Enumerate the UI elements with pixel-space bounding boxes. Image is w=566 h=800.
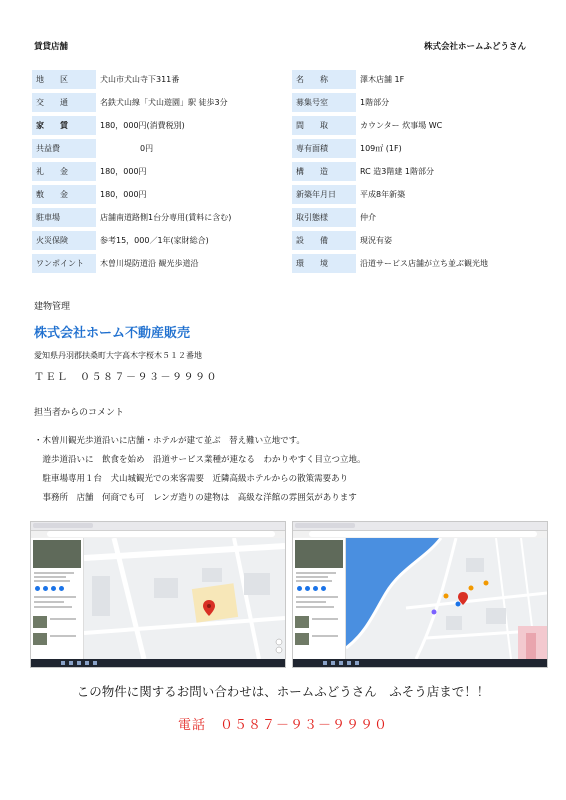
- document-category: 賃貸店舗: [34, 42, 69, 52]
- browser-address-bar: [47, 531, 275, 537]
- browser-address-bar: [309, 531, 537, 537]
- property-label: 駐車場: [32, 208, 96, 227]
- property-row: [292, 139, 534, 158]
- property-value: 109㎡ (1F): [356, 139, 534, 158]
- property-value: 現況有姿: [356, 231, 534, 250]
- property-label: 礼 金: [32, 162, 96, 181]
- property-row: [292, 93, 534, 112]
- place-photo: [295, 540, 343, 568]
- property-label: 募集号室: [292, 93, 356, 112]
- browser-tabbar: [31, 522, 285, 531]
- property-row: [32, 254, 274, 273]
- company-header: 株式会社ホームふどうさん: [423, 42, 526, 52]
- os-taskbar: [293, 659, 547, 667]
- property-value: カウンター 炊事場 WC: [356, 116, 534, 135]
- management-address: 愛知県丹羽郡扶桑町大字高木字桜木５１２番地: [34, 351, 202, 360]
- property-row: [292, 162, 534, 181]
- property-value: 名鉄犬山線「犬山遊園」駅 徒歩3分: [96, 93, 274, 112]
- property-row: [292, 231, 534, 250]
- property-label: 家 賃: [32, 116, 96, 135]
- property-label: ワンポイント: [32, 254, 96, 273]
- inquiry-text: この物件に関するお問い合わせは、ホームふどうさん ふそう店まで！！: [76, 684, 490, 699]
- property-label: 設 備: [292, 231, 356, 250]
- browser-tabbar: [293, 522, 547, 531]
- property-label: 火災保険: [32, 231, 96, 250]
- property-row: [32, 93, 274, 112]
- property-value: 180，000円: [96, 185, 274, 204]
- property-label: 敷 金: [32, 185, 96, 204]
- place-photo: [33, 540, 81, 568]
- management-company: 株式会社ホーム不動産販売: [34, 326, 191, 341]
- property-label: 取引態様: [292, 208, 356, 227]
- property-label: 地 区: [32, 70, 96, 89]
- management-heading: 建物管理: [34, 302, 71, 312]
- map-view-wide[interactable]: [346, 538, 547, 659]
- map-side-panel: [31, 538, 84, 659]
- property-row: [292, 116, 534, 135]
- property-value: 180，000円: [96, 162, 274, 181]
- property-row: [292, 254, 534, 273]
- property-row: [292, 208, 534, 227]
- property-label: 共益費: [32, 139, 96, 158]
- property-row: [292, 70, 534, 89]
- property-label: 新築年月日: [292, 185, 356, 204]
- property-row: [32, 162, 274, 181]
- map-screenshot-closeup: [30, 521, 286, 668]
- footer-phone: 電話 ０５８７－９３－９９９０: [177, 718, 388, 733]
- property-row: [32, 208, 274, 227]
- property-value: 店舗南道路側1台分専用(賃料に含む): [96, 208, 274, 227]
- property-label: 環 境: [292, 254, 356, 273]
- property-label: 構 造: [292, 162, 356, 181]
- map-graphic: [84, 538, 285, 659]
- comment-line: 遊歩道沿いに 飲食を始め 沿道サービス業種が連なる わかりやすく目立つ立地。: [34, 455, 366, 465]
- management-tel: ＴＥＬ ０５８７－９３－９９９０: [34, 372, 218, 383]
- property-row: [32, 185, 274, 204]
- property-label: 交 通: [32, 93, 96, 112]
- property-value: 犬山市犬山寺下311番: [96, 70, 274, 89]
- property-table-right: [292, 66, 534, 277]
- property-value: 木曽川堤防道沿 観光歩道沿: [96, 254, 274, 273]
- map-screenshot-wide: [292, 521, 548, 668]
- property-value: 平成8年新築: [356, 185, 534, 204]
- map-graphic: [346, 538, 547, 659]
- property-row: [32, 116, 274, 135]
- property-value: 澤木店舗 1F: [356, 70, 534, 89]
- map-view-closeup[interactable]: [84, 538, 285, 659]
- property-label: 名 称: [292, 70, 356, 89]
- os-taskbar: [31, 659, 285, 667]
- property-row: [32, 139, 274, 158]
- property-value: 0円: [96, 139, 274, 158]
- property-row: [32, 70, 274, 89]
- comment-line: ・木曽川観光歩道沿いに店舗・ホテルが建て並ぶ 替え難い立地です。: [34, 436, 305, 446]
- property-value: 180，000円(消費税別): [96, 116, 274, 135]
- comment-body: [34, 432, 366, 508]
- property-row: [292, 185, 534, 204]
- property-value: RC 造3階建 1階部分: [356, 162, 534, 181]
- comment-line: 駐車場専用１台 犬山城観光での来客需要 近隣高級ホテルからの散策需要あり: [34, 474, 349, 484]
- comment-line: 事務所 店舗 何商でも可 レンガ造りの建物は 高級な洋館の雰囲気があります: [34, 493, 357, 503]
- property-label: 専有面積: [292, 139, 356, 158]
- property-value: 参考15，000／1年(家財総合): [96, 231, 274, 250]
- property-table-left: [32, 66, 274, 277]
- comment-heading: 担当者からのコメント: [34, 408, 125, 418]
- property-row: [32, 231, 274, 250]
- map-side-panel: [293, 538, 346, 659]
- property-label: 間 取: [292, 116, 356, 135]
- property-value: 1階部分: [356, 93, 534, 112]
- property-value: 沿道サービス店舗が立ち並ぶ観光地: [356, 254, 534, 273]
- property-value: 仲介: [356, 208, 534, 227]
